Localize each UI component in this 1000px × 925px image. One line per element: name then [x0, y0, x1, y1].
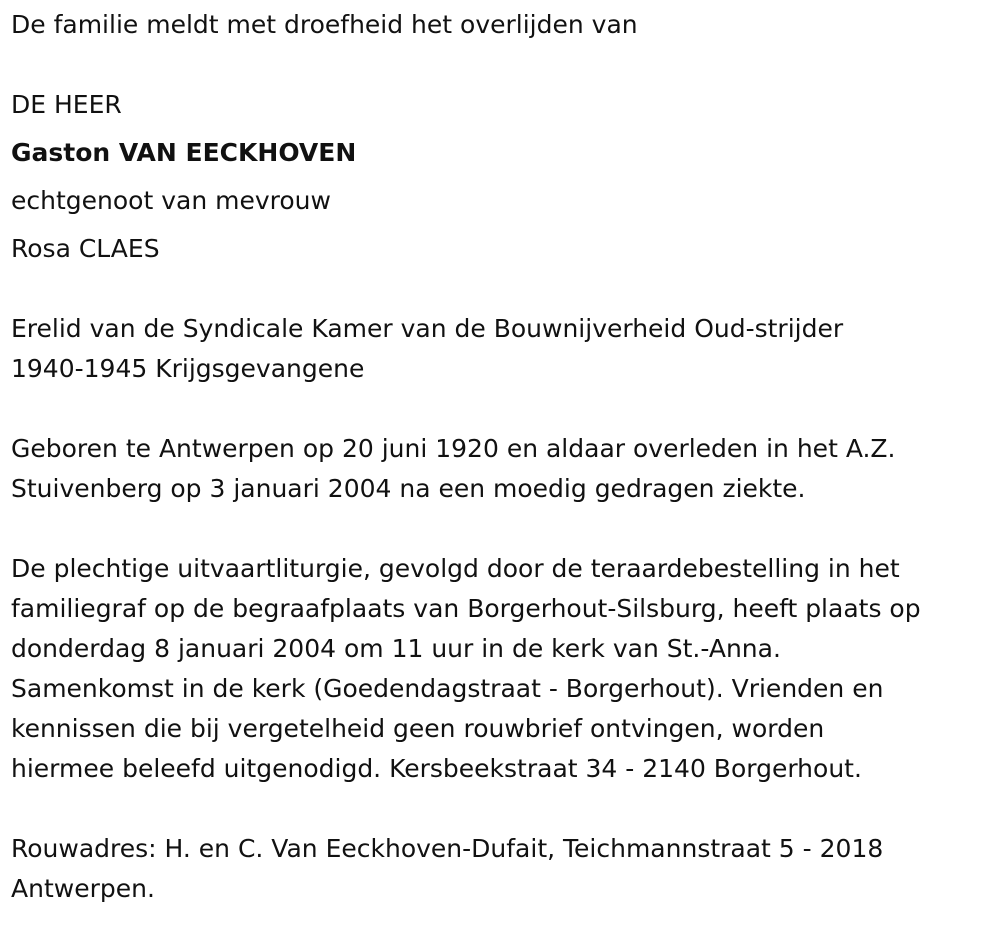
- address-line-1: Rouwadres: H. en C. Van Eeckhoven-Dufait, Teichmannstraat 5 - 2018: [11, 834, 884, 863]
- funeral-line-3: donderdag 8 januari 2004 om 11 uur in de kerk van St.-Anna.: [11, 634, 781, 663]
- salutation: DE HEER: [11, 90, 122, 119]
- address-line-2: Antwerpen.: [11, 874, 155, 903]
- spouse-name: Rosa CLAES: [11, 234, 160, 263]
- funeral-line-4: Samenkomst in de kerk (Goedendagstraat - Borgerhout). Vrienden en: [11, 674, 884, 703]
- funeral-line-6: hiermee beleefd uitgenodigd. Kersbeekstraat 34 - 2140 Borgerhout.: [11, 754, 862, 783]
- spouse-relation: echtgenoot van mevrouw: [11, 186, 331, 215]
- birth-death-line-2: Stuivenberg op 3 januari 2004 na een moedig gedragen ziekte.: [11, 474, 806, 503]
- intro-text: De familie meldt met droefheid het overlijden van: [11, 10, 638, 39]
- deceased-name: Gaston VAN EECKHOVEN: [11, 138, 357, 167]
- honors-line-2: 1940-1945 Krijgsgevangene: [11, 354, 365, 383]
- funeral-line-5: kennissen die bij vergetelheid geen rouwbrief ontvingen, worden: [11, 714, 825, 743]
- birth-death-line-1: Geboren te Antwerpen op 20 juni 1920 en aldaar overleden in het A.Z.: [11, 434, 896, 463]
- funeral-line-1: De plechtige uitvaartliturgie, gevolgd door de teraardebestelling in het: [11, 554, 900, 583]
- funeral-line-2: familiegraf op de begraafplaats van Borgerhout-Silsburg, heeft plaats op: [11, 594, 921, 623]
- honors-line-1: Erelid van de Syndicale Kamer van de Bouwnijverheid Oud-strijder: [11, 314, 844, 343]
